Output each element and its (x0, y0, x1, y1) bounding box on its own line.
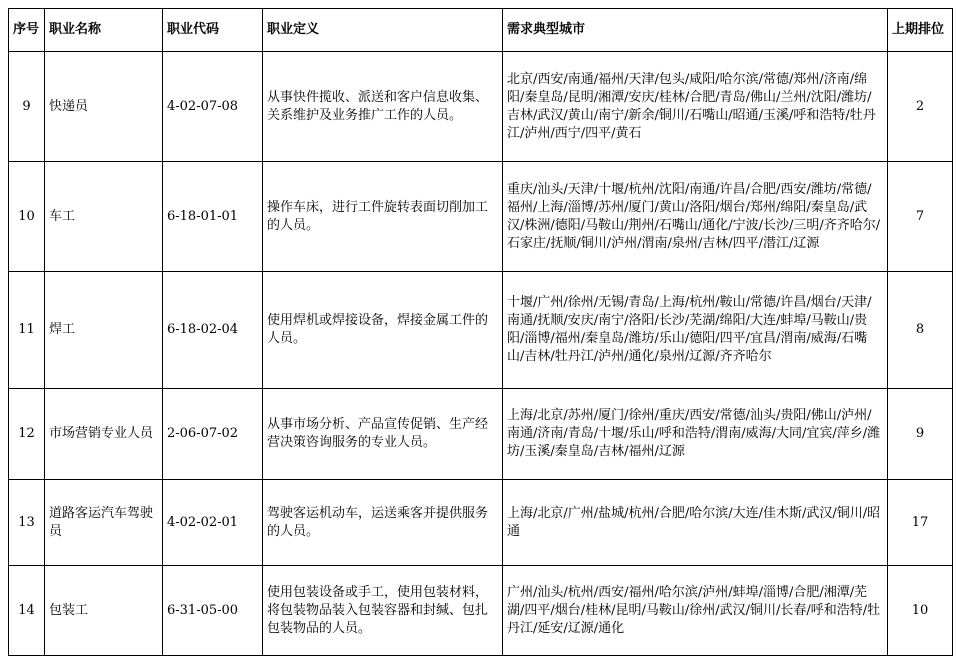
row-occupation-code: 6-31-05-00 (163, 566, 263, 656)
row-seq: 9 (9, 52, 45, 162)
row-cities: 十堰/广州/徐州/无锡/青岛/上海/杭州/鞍山/常德/许昌/烟台/天津/南通/抚顺/安庆/南宁/洛阳/长沙/芜湖/绵阳/大连/蚌埠/马鞍山/贵阳/淄博/福州/秦皇岛/潍坊/乐山/德阳/四平/宜昌/渭南/威海/石嘴山/吉林/牡丹江/泸州/通化/泉州/辽源/齐齐哈尔 (503, 272, 888, 389)
row-previous-rank: 9 (888, 389, 953, 480)
occupation-demand-table (8, 8, 953, 656)
row-previous-rank: 10 (888, 566, 953, 656)
row-occupation-code: 4-02-07-08 (163, 52, 263, 162)
header-code: 职业代码 (163, 9, 263, 52)
row-definition: 从事市场分析、产品宣传促销、生产经营决策咨询服务的专业人员。 (263, 389, 503, 480)
header-definition: 职业定义 (263, 9, 503, 52)
row-seq: 10 (9, 162, 45, 272)
table-row (9, 162, 953, 272)
row-definition: 从事快件揽收、派送和客户信息收集、关系维护及业务推广工作的人员。 (263, 52, 503, 162)
row-cities: 广州/汕头/杭州/西安/福州/哈尔滨/泸州/蚌埠/淄博/合肥/湘潭/芜湖/四平/烟台/桂林/昆明/马鞍山/徐州/武汉/铜川/长春/呼和浩特/牡丹江/延安/辽源/通化 (503, 566, 888, 656)
row-previous-rank: 7 (888, 162, 953, 272)
row-occupation-name: 快递员 (45, 52, 163, 162)
row-previous-rank: 17 (888, 480, 953, 566)
row-definition: 使用焊机或焊接设备，焊接金属工件的人员。 (263, 272, 503, 389)
row-cities: 上海/北京/广州/盐城/杭州/合肥/哈尔滨/大连/佳木斯/武汉/铜川/昭通 (503, 480, 888, 566)
row-occupation-code: 6-18-02-04 (163, 272, 263, 389)
row-occupation-name: 车工 (45, 162, 163, 272)
row-seq: 12 (9, 389, 45, 480)
row-occupation-name: 道路客运汽车驾驶员 (45, 480, 163, 566)
row-seq: 13 (9, 480, 45, 566)
row-definition: 使用包装设备或手工，使用包装材料，将包装物品装入包装容器和封缄、包扎包装物品的人员。 (263, 566, 503, 656)
row-occupation-code: 4-02-02-01 (163, 480, 263, 566)
row-seq: 14 (9, 566, 45, 656)
row-occupation-name: 包装工 (45, 566, 163, 656)
header-seq: 序号 (9, 9, 45, 52)
table-row (9, 272, 953, 389)
row-cities: 上海/北京/苏州/厦门/徐州/重庆/西安/常德/汕头/贵阳/佛山/泸州/南通/济南/青岛/十堰/乐山/呼和浩特/渭南/威海/大同/宜宾/萍乡/潍坊/玉溪/秦皇岛/吉林/福州/辽源 (503, 389, 888, 480)
table-row (9, 52, 953, 162)
header-rank: 上期排位 (888, 9, 953, 52)
table-row (9, 566, 953, 656)
row-occupation-name: 市场营销专业人员 (45, 389, 163, 480)
row-occupation-code: 6-18-01-01 (163, 162, 263, 272)
table-row (9, 480, 953, 566)
row-occupation-code: 2-06-07-02 (163, 389, 263, 480)
row-cities: 重庆/汕头/天津/十堰/杭州/沈阳/南通/许昌/合肥/西安/潍坊/常德/福州/上海/淄博/苏州/厦门/黄山/洛阳/烟台/郑州/绵阳/秦皇岛/武汉/株洲/德阳/马鞍山/荆州/石嘴山/通化/宁波/长沙/三明/齐齐哈尔/石家庄/抚顺/铜川/泸州/渭南/泉州/吉林/四平/潜江/辽源 (503, 162, 888, 272)
row-cities: 北京/西安/南通/福州/天津/包头/咸阳/哈尔滨/常德/郑州/济南/绵阳/秦皇岛/昆明/湘潭/安庆/桂林/合肥/青岛/佛山/兰州/沈阳/潍坊/吉林/武汉/黄山/南宁/新余/铜川/石嘴山/昭通/玉溪/呼和浩特/牡丹江/泸州/西宁/四平/黄石 (503, 52, 888, 162)
header-cities: 需求典型城市 (503, 9, 888, 52)
row-occupation-name: 焊工 (45, 272, 163, 389)
row-definition: 驾驶客运机动车，运送乘客并提供服务的人员。 (263, 480, 503, 566)
row-previous-rank: 8 (888, 272, 953, 389)
row-previous-rank: 2 (888, 52, 953, 162)
row-definition: 操作车床，进行工件旋转表面切削加工的人员。 (263, 162, 503, 272)
table-header-row (9, 9, 953, 52)
table-row (9, 389, 953, 480)
row-seq: 11 (9, 272, 45, 389)
header-name: 职业名称 (45, 9, 163, 52)
